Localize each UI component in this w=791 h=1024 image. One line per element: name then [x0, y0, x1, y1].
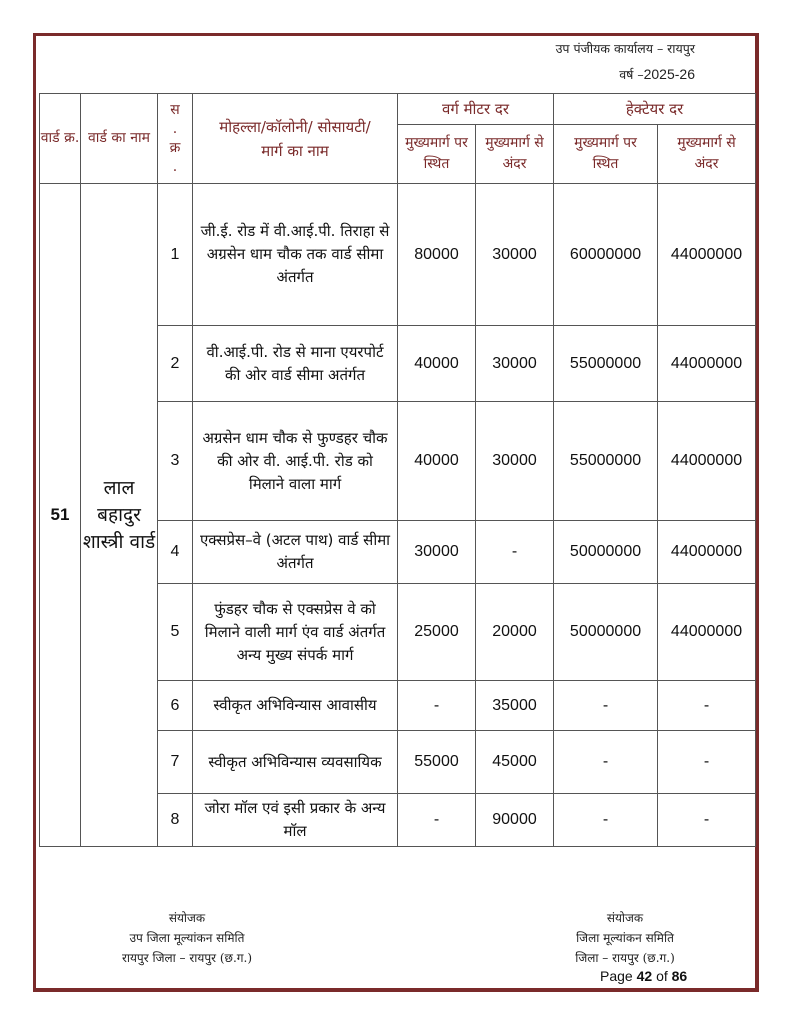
year-value: 2025-26: [643, 66, 695, 82]
year-label: वर्ष –: [619, 67, 644, 82]
locality-name: अग्रसेन धाम चौक से फुण्डहर चौक की ओर वी. आई.पी. रोड को मिलाने वाला मार्ग: [193, 402, 398, 521]
page-current: 42: [636, 968, 653, 984]
header-sqm-on-main: मुख्यमार्ग पर स्थित: [398, 125, 476, 184]
ha-on-main-rate: 60000000: [554, 184, 658, 326]
serial-number: 2: [158, 326, 193, 402]
signature-block-right: [540, 908, 710, 968]
header-hectare-group: हेक्टेयर दर: [554, 94, 756, 125]
ha-inside-rate: 44000000: [658, 584, 756, 681]
ha-inside-rate: -: [658, 731, 756, 794]
ha-on-main-rate: 50000000: [554, 521, 658, 584]
table-row: [40, 184, 756, 326]
locality-name: स्वीकृत अभिविन्यास व्यवसायिक: [193, 731, 398, 794]
sqm-on-main-rate: 55000: [398, 731, 476, 794]
sqm-inside-rate: 45000: [476, 731, 554, 794]
sqm-inside-rate: 30000: [476, 402, 554, 521]
serial-number: 8: [158, 794, 193, 847]
page-total: 86: [671, 968, 688, 984]
ha-on-main-rate: -: [554, 681, 658, 731]
ha-inside-rate: -: [658, 681, 756, 731]
ha-inside-rate: -: [658, 794, 756, 847]
serial-number: 4: [158, 521, 193, 584]
office-title: उप पंजीयक कार्यालय – रायपुर: [555, 41, 695, 56]
ha-inside-rate: 44000000: [658, 326, 756, 402]
year-line: [619, 66, 695, 83]
locality-name: स्वीकृत अभिविन्यास आवासीय: [193, 681, 398, 731]
ha-on-main-rate: 55000000: [554, 326, 658, 402]
header-ha-on-main: मुख्यमार्ग पर स्थित: [554, 125, 658, 184]
header-ward-name: वार्ड का नाम: [81, 94, 158, 184]
ha-on-main-rate: 50000000: [554, 584, 658, 681]
rates-table: [39, 93, 756, 847]
sqm-inside-rate: 35000: [476, 681, 554, 731]
sqm-inside-rate: -: [476, 521, 554, 584]
sqm-on-main-rate: 40000: [398, 326, 476, 402]
header-ward-no: वार्ड क्र.: [40, 94, 81, 184]
ha-on-main-rate: -: [554, 731, 658, 794]
sqm-on-main-rate: 25000: [398, 584, 476, 681]
signature-block-left: [72, 908, 302, 968]
sqm-inside-rate: 90000: [476, 794, 554, 847]
header-sqm-inside: मुख्यमार्ग से अंदर: [476, 125, 554, 184]
header-serial-part: .: [172, 120, 178, 137]
signature-title: संयोजक: [606, 911, 644, 925]
ha-inside-rate: 44000000: [658, 521, 756, 584]
signature-committee: उप जिला मूल्यांकन समिति: [129, 931, 245, 945]
serial-number: 7: [158, 731, 193, 794]
page-number: [600, 968, 687, 984]
signature-committee: जिला मूल्यांकन समिति: [576, 931, 674, 945]
ha-on-main-rate: -: [554, 794, 658, 847]
header-ha-inside: मुख्यमार्ग से अंदर: [658, 125, 756, 184]
sqm-inside-rate: 20000: [476, 584, 554, 681]
serial-number: 6: [158, 681, 193, 731]
page-of: of: [656, 968, 668, 984]
locality-name: जी.ई. रोड में वी.आई.पी. तिराहा से अग्रसेन धाम चौक तक वार्ड सीमा अंतर्गत: [193, 184, 398, 326]
header-locality: मोहल्ला/कॉलोनी/ सोसायटी/मार्ग का नाम: [193, 94, 398, 184]
serial-number: 3: [158, 402, 193, 521]
locality-name: वी.आई.पी. रोड से माना एयरपोर्ट की ओर वार्ड सीमा अतंर्गत: [193, 326, 398, 402]
header-serial-part: .: [172, 158, 178, 175]
page-prefix: Page: [600, 968, 633, 984]
locality-name: एक्सप्रेस–वे (अटल पाथ) वार्ड सीमा अंतर्गत: [193, 521, 398, 584]
signature-title: संयोजक: [168, 911, 206, 925]
ha-on-main-rate: 55000000: [554, 402, 658, 521]
header-serial-part: क्र: [169, 139, 181, 156]
signature-location: रायपुर जिला – रायपुर (छ.ग.): [121, 951, 253, 965]
serial-number: 5: [158, 584, 193, 681]
sqm-on-main-rate: 40000: [398, 402, 476, 521]
sqm-on-main-rate: -: [398, 681, 476, 731]
sqm-on-main-rate: 80000: [398, 184, 476, 326]
ward-number: 51: [40, 184, 81, 847]
sqm-on-main-rate: 30000: [398, 521, 476, 584]
sqm-inside-rate: 30000: [476, 326, 554, 402]
locality-name: फुंडहर चौक से एक्सप्रेस वे को मिलाने वाली मार्ग एंव वार्ड अंतर्गत अन्य मुख्य संपर्क मार्ग: [193, 584, 398, 681]
signature-location: जिला – रायपुर (छ.ग.): [575, 951, 675, 965]
sqm-on-main-rate: -: [398, 794, 476, 847]
header-serial-part: स: [170, 101, 180, 118]
header-sqm-group: वर्ग मीटर दर: [398, 94, 554, 125]
sqm-inside-rate: 30000: [476, 184, 554, 326]
ward-name: लाल बहादुर शास्त्री वार्ड: [81, 184, 158, 847]
header-serial-no: [158, 94, 193, 184]
ha-inside-rate: 44000000: [658, 402, 756, 521]
ha-inside-rate: 44000000: [658, 184, 756, 326]
serial-number: 1: [158, 184, 193, 326]
locality-name: जोरा मॉल एवं इसी प्रकार के अन्य मॉल: [193, 794, 398, 847]
